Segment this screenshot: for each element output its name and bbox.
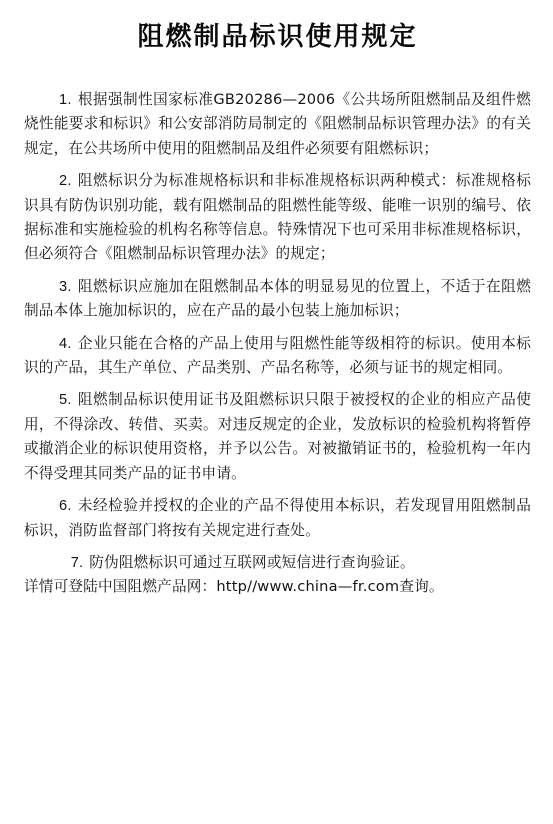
clause-4 bbox=[24, 332, 531, 381]
clause-number: 3. bbox=[59, 278, 72, 295]
clause-text: 根据强制性国家标准GB20286—2006《公共场所阻燃制品及组件燃烧性能要求和标识》和公安部消防局制定的《阻燃制品标识管理办法》的有关规定，在公共场所中使用的阻燃制品及组件必须要有阻燃标识； bbox=[24, 91, 531, 157]
clause-5 bbox=[24, 388, 531, 486]
clause-number: 4. bbox=[59, 335, 72, 352]
clause-text: 未经检验并授权的企业的产品不得使用本标识，若发现冒用阻燃制品标识，消防监督部门将按有关规定进行查处。 bbox=[24, 497, 531, 539]
clause-number: 2. bbox=[59, 173, 72, 190]
clause-number: 7. bbox=[70, 554, 84, 571]
clause-7 bbox=[24, 551, 531, 600]
clause-text: 防伪阻燃标识可通过互联网或短信进行查询验证。 bbox=[89, 553, 415, 571]
clause-text-website-line: 详情可登陆中国阻燃产品网：http//www.china—fr.com查询。 bbox=[24, 578, 444, 596]
clause-text: 阻燃制品标识使用证书及阻燃标识只限于被授权的企业的相应产品使用，不得涂改、转借、买卖。对违反规定的企业，发放标识的检验机构将暂停或撤消企业的标识使用资格，并予以公告。对被撤销证书的，检验机构一年内不得受理其同类产品的证书申请。 bbox=[24, 391, 531, 482]
clause-number: 5. bbox=[59, 392, 72, 409]
clause-text: 阻燃标识应施加在阻燃制品本体的明显易见的位置上，不适于在阻燃制品本体上施加标识的，应在产品的最小包装上施加标识； bbox=[24, 277, 531, 320]
clause-1 bbox=[24, 88, 531, 161]
clause-number: 1. bbox=[59, 92, 72, 108]
page-title: 阻燃制品标识使用规定 bbox=[137, 22, 418, 52]
clause-text: 企业只能在合格的产品上使用与阻燃性能等级相符的标识。使用本标识的产品，其生产单位、产品类别、产品名称等，必须与证书的规定相同。 bbox=[24, 334, 531, 377]
clause-6 bbox=[24, 494, 531, 543]
clause-3 bbox=[24, 275, 531, 324]
clause-2 bbox=[24, 169, 531, 267]
clause-number: 6. bbox=[59, 498, 72, 515]
clause-text: 阻燃标识分为标准规格标识和非标准规格标识两种模式：标准规格标识具有防伪识别功能，载有阻燃制品的阻燃性能等级、能唯一识别的编号、依据标准和实施检验的机构名称等信息。特殊情况下也可采用非标准规格标识，但必须符合《阻燃制品标识管理办法》的规定； bbox=[24, 172, 531, 263]
